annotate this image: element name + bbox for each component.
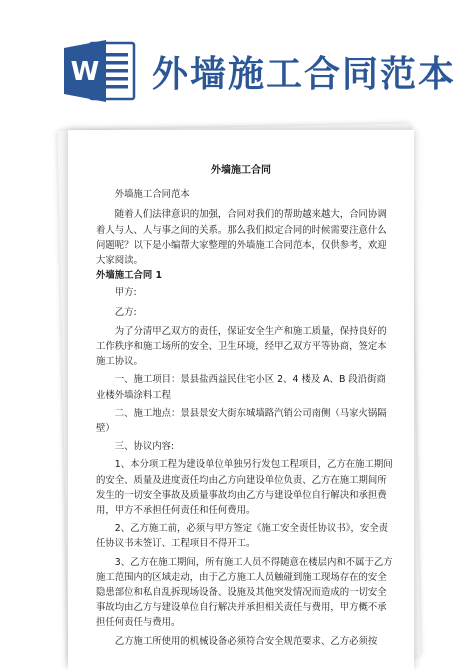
paragraph: 3、乙方在施工期间，所有施工人员不得随意在楼层内和不属于乙方施工范围内的区域走动，由于乙方施工人员触碰到施工现场存在的安全隐患部位和私自乱拆现场设备、设施及其他突发情况而造成的一切安全事故均由乙方与建设单位自行解决并承担相关责任与费用，甲方概不承担任何责任与费用。 [96, 556, 393, 629]
paragraph: 1、本分项工程为建设单位单独另行发包工程项目，乙方在施工期间的安全、质量及进度责任均由乙方向建设单位负责、乙方在施工期间所发生的一切安全事故及质量事故均由乙方与建设单位自行解决和承担费用，甲方不承担任何责任和任何费用。 [96, 459, 393, 517]
banner [0, 0, 474, 120]
paragraph: 二、施工地点：景县景安大街东城墙路汽销公司南侧（马家火锅隔壁） [96, 407, 387, 435]
paragraph: 三、协议内容: [114, 441, 175, 453]
document-body [68, 130, 414, 649]
paragraph: 一、施工项目：景县盐西益民住宅小区 2、4 楼及 A、B 段沿街商业楼外墙涂料工程 [96, 374, 386, 401]
paragraph: 甲方: [114, 287, 137, 299]
section-heading: 外墙施工合同 1 [96, 270, 163, 282]
paragraph: 为了分清甲乙双方的责任，保证安全生产和施工质量，保持良好的工作秩序和施工场所的安全、卫生环境，经甲乙双方平等协商，签定本施工协议。 [96, 325, 387, 368]
document-title: 外墙施工合同 [211, 165, 271, 176]
paragraph: 2、乙方施工前，必须与甲方签定《施工安全责任协议书》，安全责任协议书未签订、工程项目不得开工。 [96, 523, 388, 550]
svg-text:W: W [70, 57, 100, 87]
paragraph: 乙方: [114, 306, 137, 318]
paragraph: 随着人们法律意识的加强，合同对我们的帮助越来越大，合同协调着人与人、人与事之间的关系。那么我们拟定合同的时候需要注意什么问题呢？以下是小编帮大家整理的外墙施工合同范本，仅供参考，欢迎大家阅读。 [96, 209, 387, 267]
document-page [68, 130, 414, 669]
word-icon [64, 40, 136, 102]
banner-title: 外墙施工合同范本 [152, 54, 457, 95]
paragraph: 乙方施工所使用的机械设备必须符合安全规范要求、乙方必须按 [114, 635, 378, 647]
paragraph: 外墙施工合同范本 [114, 189, 190, 201]
